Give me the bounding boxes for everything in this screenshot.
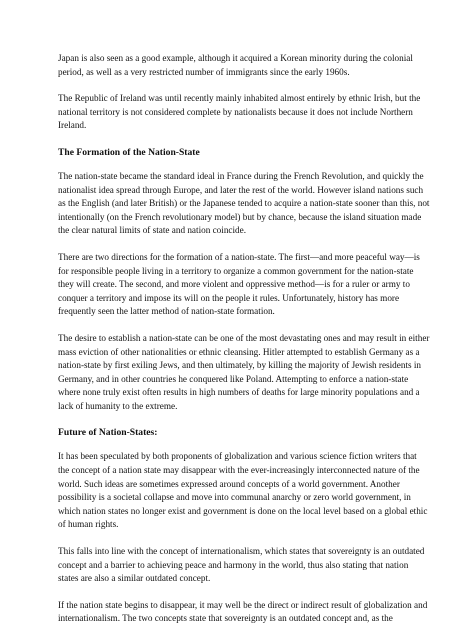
heading-future: Future of Nation-States: <box>58 427 158 439</box>
paragraph-two-directions: There are two directions for the formation of a nation-state. The first—and more peaceful way—is for responsible people living in a territory to organize a common government for the nation-state they will create. The second, and more violent and oppressive method—is for a ruler or army to conquer a territory and impose its will on the people it rules. Unfortunately, history has more frequently seen the latter method of nation-state formation. <box>58 251 420 317</box>
paragraph-internationalism: This falls into line with the concept of internationalism, which states that sovereignty is an outdated concept and a barrier to achieving peace and harmony in the world, thus also stating that nation states are also a similar outdated concept. <box>58 546 425 584</box>
paragraph-france-revolution: The nation-state became the standard ideal in France during the French Revolution, and quickly the nationalist idea spread through Europe, and later the rest of the world. However island nations such as the English (and later British) or the Japanese tended to acquire a nation-state sooner than this, not intentionally (on the French revolutionary model) but by chance, because the island situation made the clear natural limits of state and nation coincide. <box>58 170 430 236</box>
paragraph-ireland: The Republic of Ireland was until recently mainly inhabited almost entirely by ethnic Irish, but the national territory is not considered complete by nationalists because it does not include Northern Ireland. <box>58 93 421 131</box>
paragraph-disappear: If the nation state begins to disappear, it may well be the direct or indirect result of globalization and internationalism. The two concepts state that sovereignty is an outdated concept and, as the <box>58 599 428 624</box>
paragraph-speculation: It has been speculated by both proponents of globalization and various science fiction writers that the concept of a nation state may disappear with the ever-increasingly interconnected nature of the world. Such ideas are sometimes expressed around concepts of a world government. Another possibility is a societal collapse and move into communal anarchy or zero world government, in which nation states no longer exist and government is done on the local level based on a global ethic of human rights. <box>58 451 428 530</box>
paragraph-japan: Japan is also seen as a good example, although it acquired a Korean minority during the colonial period, as well as a very restricted number of immigrants since the early 1960s. <box>58 53 413 77</box>
document-body <box>58 52 430 639</box>
heading-formation: The Formation of the Nation-State <box>58 146 200 158</box>
paragraph-devastating-desire: The desire to establish a nation-state can be one of the most devastating ones and may result in either mass eviction of other nationalities or ethnic cleansing. Hitler attempted to establish Germany as a nation-state by first exiling Jews, and then ultimately, by killing the majority of Jewish residents in Germany, and in other countries he conquered like Poland. Attempting to enforce a nation-state where none truly exist often results in high numbers of deaths for large minority populations and a lack of humanity to the extreme. <box>58 332 430 411</box>
